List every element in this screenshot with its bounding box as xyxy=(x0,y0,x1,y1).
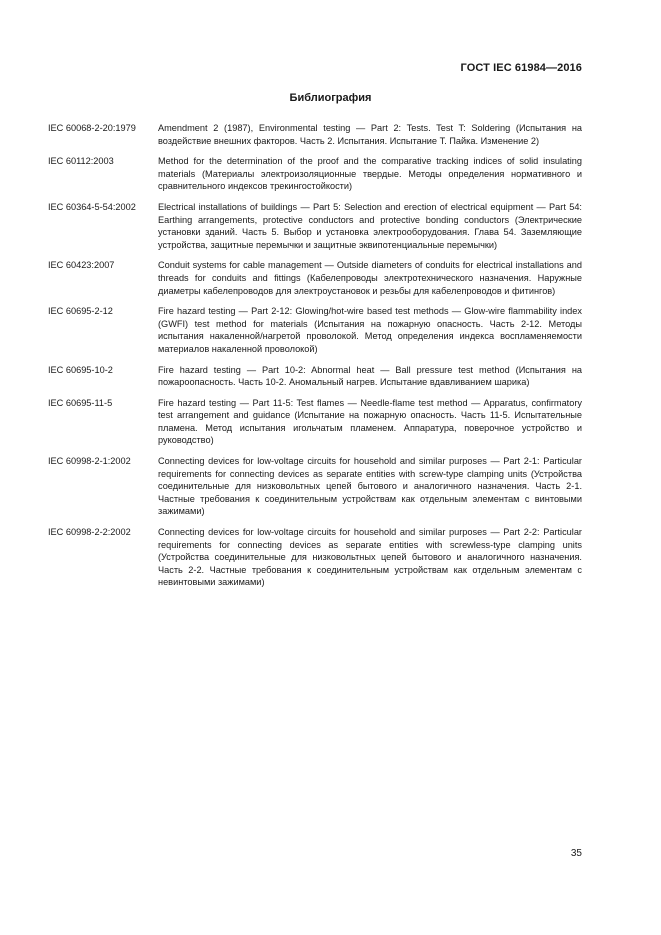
page-number: 35 xyxy=(570,848,582,859)
standard-code: IEC 60998-2-1:2002 xyxy=(48,456,131,467)
standard-code: IEC 60364-5-54:2002 xyxy=(48,201,136,212)
standard-description: Electrical installations of buildings — Part 5: Selection and erection of electrical equipment — Part 54: Earthing arrangements, protective conductors and protective bonding conductors (Электрические установки зданий. Часть 5. Выбор и установка электрооборудования. Глава 54. Заземляющие устройства, защитные перемычки и защитные эквипотенциальные перемычки) xyxy=(158,201,582,250)
bibliography-list xyxy=(48,122,582,597)
standard-code: IEC 60695-11-5 xyxy=(48,397,113,408)
page-title: Библиография xyxy=(289,92,372,104)
bibliography-entry xyxy=(48,397,582,447)
document-header: ГОСТ IEC 61984—2016 xyxy=(460,62,582,74)
standard-description: Method for the determination of the proof and the comparative tracking indices of solid insulating materials (Материалы электроизоляционные твердые. Методы определения нормативного и сравнительного индексов трекингостойкости) xyxy=(158,156,582,192)
standard-code: IEC 60068-2-20:1979 xyxy=(48,123,136,133)
bibliography-entry xyxy=(48,201,582,251)
bibliography-entry xyxy=(48,122,582,147)
standard-description: Connecting devices for low-voltage circuits for household and similar purposes — Part 2-1: Particular requirements for connecting devices as separate entities with screw-type clamping units (Устройства соединительные для низковольтных цепей бытового и аналогичного назначения. Часть 2-1. Частные требования к соединительным устройствам как отдельным элементам с винтовыми зажимами) xyxy=(158,456,582,517)
standard-code: IEC 60423:2007 xyxy=(48,260,115,271)
standard-code: IEC 60695-2-12 xyxy=(48,306,113,317)
standard-description: Conduit systems for cable management — Outside diameters of conduits for electrical installations and threads for conduits and fittings (Кабелепроводы электротехнического назначения. Наружные диаметры кабелепроводов для электроустановок и резьбы для кабелепроводов и фитингов) xyxy=(158,260,582,296)
bibliography-entry xyxy=(48,526,582,589)
standard-description: Connecting devices for low-voltage circuits for household and similar purposes — Part 2-2: Particular requirements for connecting devices as separate entities with screwless-type clamping units (Устройства соединительные для низковольтных цепей бытового и аналогичного назначения. Часть 2-2. Частные требования к соединительным устройствам как отдельным элементам с невинтовыми зажимами) xyxy=(158,527,582,588)
standard-code: IEC 60695-10-2 xyxy=(48,364,113,375)
standard-description: Fire hazard testing — Part 10-2: Abnormal heat — Ball pressure test method (Испытания на пожароопасность. Часть 10-2. Аномальный нагрев. Испытание вдавливанием шарика) xyxy=(158,364,582,388)
bibliography-entry xyxy=(48,259,582,297)
standard-description: Amendment 2 (1987), Environmental testing — Part 2: Tests. Test T: Soldering (Испытания на воздействие внешних факторов. Часть 2. Испытания. Испытание Т. Пайка. Изменение 2) xyxy=(158,123,582,146)
standard-code: IEC 60112:2003 xyxy=(48,156,114,167)
standard-description: Fire hazard testing — Part 2-12: Glowing/hot-wire based test methods — Glow-wire flammability index (GWFI) test method for materials (Испытания на пожарную опасность. Часть 2-12. Методы испытания накаленной/нагретой проволокой. Метод определения индекса воспламеняемости материалов накаленной проволокой) xyxy=(158,306,582,354)
bibliography-entry xyxy=(48,455,582,518)
bibliography-entry xyxy=(48,155,582,193)
bibliography-entry xyxy=(48,305,582,355)
standard-code: IEC 60998-2-2:2002 xyxy=(48,527,131,538)
standard-description: Fire hazard testing — Part 11-5: Test flames — Needle-flame test method — Apparatus, confirmatory test arrangement and guidance (Испытание на пожарную опасность. Часть 11-5. Испытательные пламена. Метод испытания игольчатым пламенем. Аппаратура, поверочное устройство и руководство) xyxy=(158,397,582,446)
bibliography-entry xyxy=(48,364,582,389)
